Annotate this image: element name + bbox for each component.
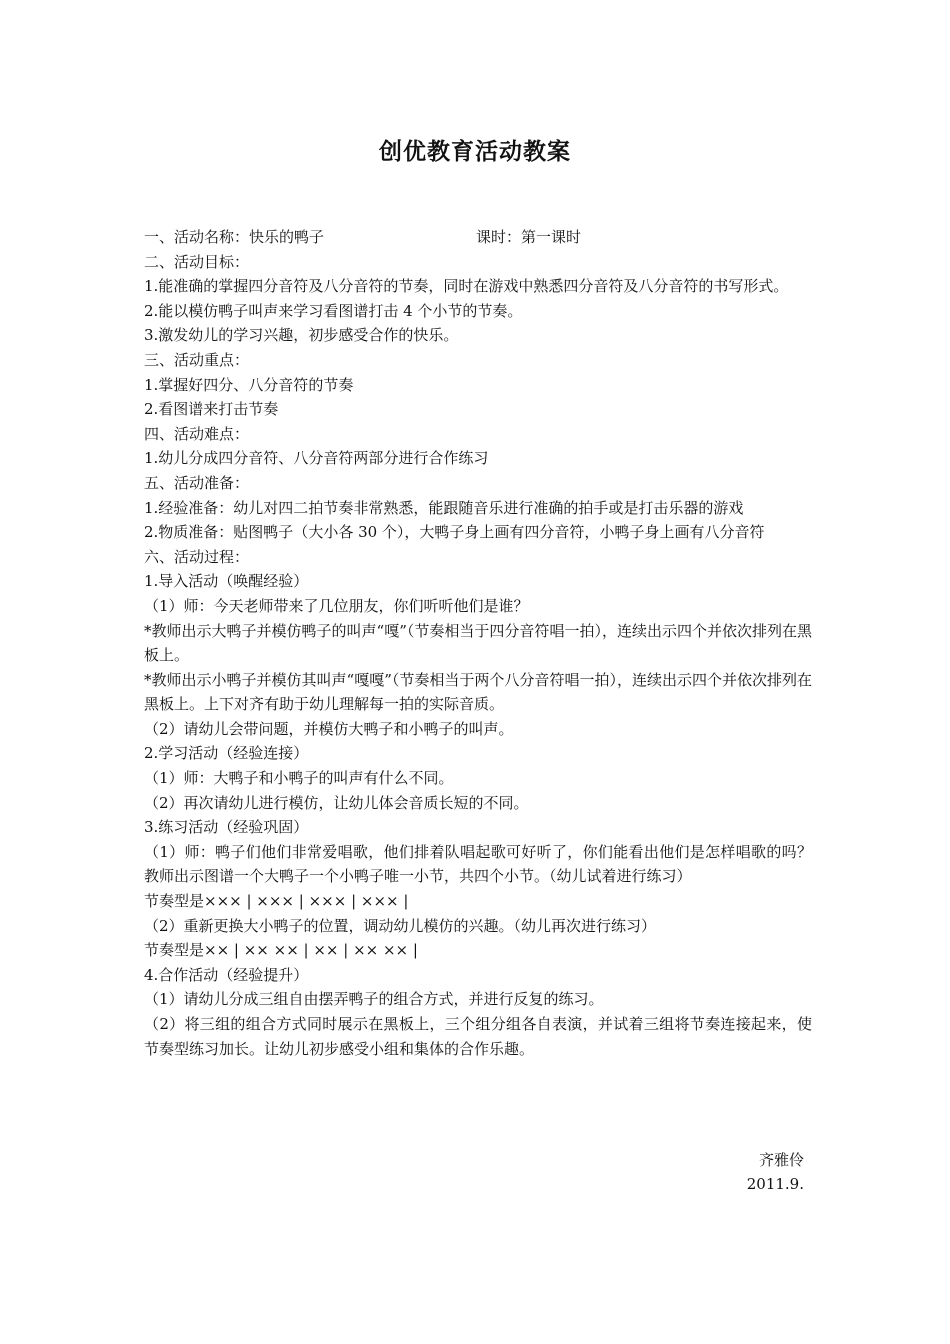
process-step-1-sub-2: （2）请幼儿会带问题，并模仿大鸭子和小鸭子的叫声。 — [144, 719, 514, 738]
process-step-1-note-2: *教师出示小鸭子并模仿其叫声“嘎嘎”（节奏相当于两个八分音符唱一拍），连续出示四个并依次排列在黑板上。上下对齐有助于幼儿理解每一拍的实际音质。 — [144, 670, 812, 714]
process-step-1-note-1: *教师出示大鸭子并模仿鸭子的叫声“嘎”（节奏相当于四分音符唱一拍），连续出示四个并依次排列在黑板上。 — [144, 621, 812, 665]
document-body — [144, 225, 812, 1061]
process-step-4-heading: 4.合作活动（经验提升） — [144, 965, 309, 984]
difficulty-1: 1.幼儿分成四分音符、八分音符两部分进行合作练习 — [144, 449, 489, 468]
activity-header-line — [144, 225, 812, 250]
goal-item-3: 3.激发幼儿的学习兴趣，初步感受合作的快乐。 — [144, 326, 459, 345]
page-title: 创优教育活动教案 — [379, 138, 571, 165]
section-heading-difficulties: 四、活动难点： — [144, 424, 250, 443]
process-step-2-sub-1: （1）师：大鸭子和小鸭子的叫声有什么不同。 — [144, 769, 454, 788]
lesson-period: 课时：第一课时 — [476, 228, 582, 246]
process-step-2-heading: 2.学习活动（经验连接） — [144, 744, 309, 763]
goal-item-1: 1.能准确的掌握四分音符及八分音符的节奏，同时在游戏中熟悉四分音符及八分音符的书写形式。 — [144, 277, 789, 296]
author-name: 齐雅伶 — [758, 1151, 804, 1169]
goal-item-2: 2.能以模仿鸭子叫声来学习看图谱打击 4 个小节的节奏。 — [144, 301, 523, 320]
process-step-3-heading: 3.练习活动（经验巩固） — [144, 818, 309, 837]
process-step-1-sub-1: （1）师：今天老师带来了几位朋友，你们听听他们是谁？ — [144, 596, 529, 615]
process-step-3-sub-2: （2）重新更换大小鸭子的位置，调动幼儿模仿的兴趣。（幼儿再次进行练习） — [144, 916, 657, 935]
preparation-2: 2.物质准备：贴图鸭子（大小各 30 个），大鸭子身上画有四分音符，小鸭子身上画有八分音符 — [144, 523, 765, 542]
process-step-3-sub-1: （1）师：鸭子们他们非常爱唱歌，他们排着队唱起歌可好听了，你们能看出他们是怎样唱歌的吗？教师出示图谱一个大鸭子一个小鸭子唯一小节，共四个小节。（幼儿试着进行练习） — [144, 842, 812, 886]
preparation-1: 1.经验准备：幼儿对四二拍节奏非常熟悉，能跟随音乐进行准确的拍手或是打击乐器的游戏 — [144, 498, 744, 517]
process-step-4-sub-2: （2）将三组的组合方式同时展示在黑板上，三个组分组各自表演，并试着三组将节奏连接起来，使节奏型练习加长。让幼儿初步感受小组和集体的合作乐趣。 — [144, 1015, 812, 1058]
key-point-1: 1.掌握好四分、八分音符的节奏 — [144, 375, 354, 394]
rhythm-pattern-2: 节奏型是×× | ×× ×× | ×× | ×× ×× | — [144, 941, 418, 960]
section-heading-process: 六、活动过程： — [144, 547, 250, 566]
key-point-2: 2.看图谱来打击节奏 — [144, 400, 279, 419]
process-step-1-heading: 1.导入活动（唤醒经验） — [144, 572, 309, 591]
process-step-2-sub-2: （2）再次请幼儿进行模仿，让幼儿体会音质长短的不同。 — [144, 793, 529, 812]
process-step-4-sub-1: （1）请幼儿分成三组自由摆弄鸭子的组合方式，并进行反复的练习。 — [144, 990, 604, 1009]
section-heading-key-points: 三、活动重点： — [144, 350, 250, 369]
rhythm-pattern-1: 节奏型是××× | ××× | ××× | ××× | — [144, 892, 409, 911]
author-date: 2011.9. — [746, 1175, 804, 1193]
section-heading-preparation: 五、活动准备： — [144, 473, 250, 492]
activity-name: 一、活动名称：快乐的鸭子 — [144, 228, 325, 246]
section-heading-goals: 二、活动目标： — [144, 252, 250, 271]
